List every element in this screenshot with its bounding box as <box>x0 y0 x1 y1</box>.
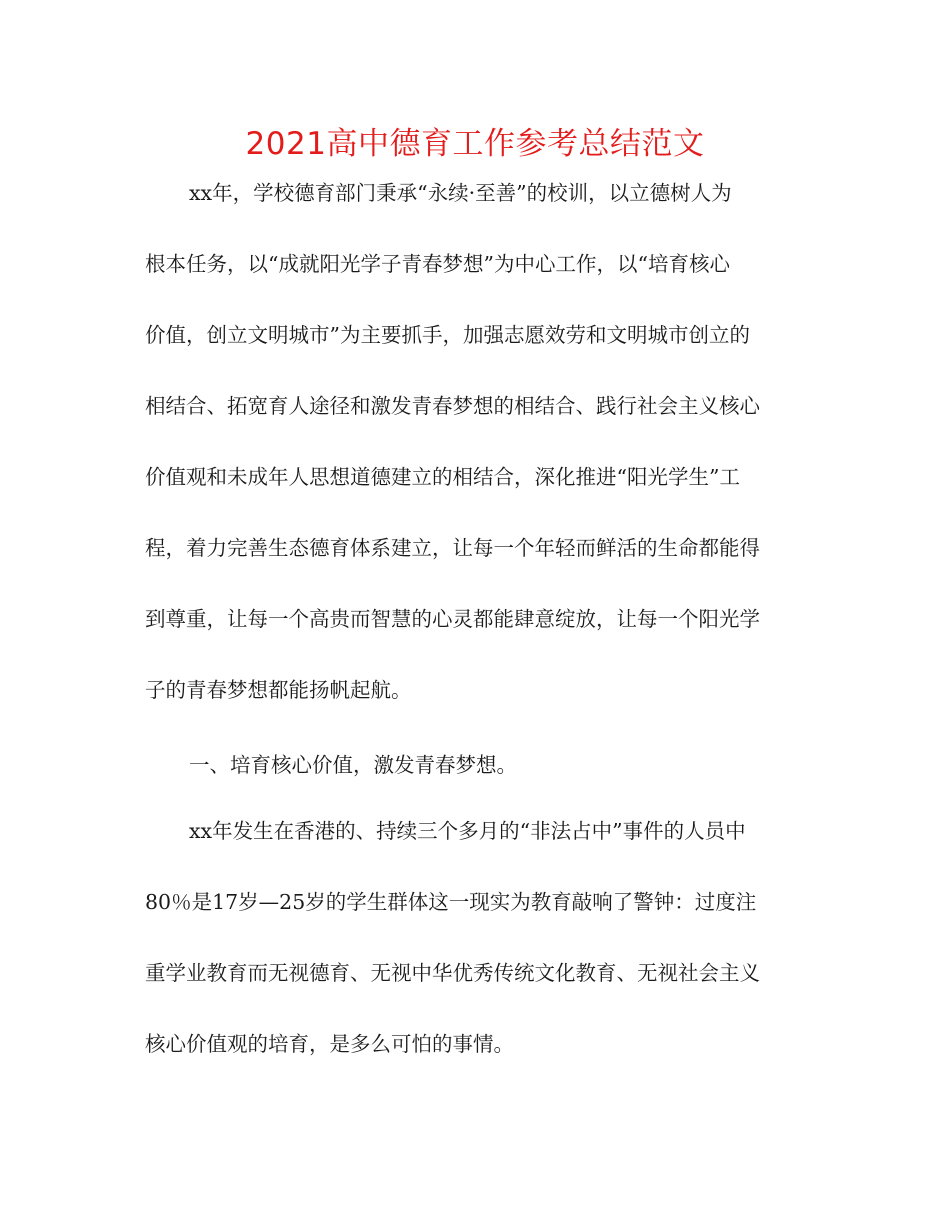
paragraph-body <box>145 796 805 1080</box>
paragraph-line: 80％是17岁—25岁的学生群体这一现实为教育敲响了警钟：过度注 <box>145 890 757 914</box>
paragraph-line: 到尊重，让每一个高贵而智慧的心灵都能肆意绽放，让每一个阳光学 <box>145 607 760 631</box>
paragraph-line: 子的青春梦想都能扬帆起航。 <box>145 678 412 702</box>
section-heading <box>145 730 805 801</box>
paragraph-line: xx年发生在香港的、持续三个多月的“非法占中”事件的人员中 <box>189 819 746 843</box>
document-title: 2021高中德育工作参考总结范文 <box>245 126 705 162</box>
paragraph-line: 价值观和未成年人思想道德建立的相结合，深化推进“阳光学生”工 <box>145 465 740 489</box>
paragraph-intro <box>145 158 805 726</box>
paragraph-line: xx年，学校德育部门秉承“永续·至善”的校训，以立德树人为 <box>189 181 732 205</box>
paragraph-line: 价值，创立文明城市”为主要抓手，加强志愿效劳和文明城市创立的 <box>145 323 750 347</box>
paragraph-line: 程，着力完善生态德育体系建立，让每一个年轻而鲜活的生命都能得 <box>145 536 760 560</box>
paragraph-line: 根本任务，以“成就阳光学子青春梦想”为中心工作，以“培育核心 <box>145 252 730 276</box>
paragraph-line: 重学业教育而无视德育、无视中华优秀传统文化教育、无视社会主义 <box>145 961 760 985</box>
paragraph-line: 核心价值观的培育，是多么可怕的事情。 <box>145 1032 514 1056</box>
heading-line: 一、培育核心价值，激发青春梦想。 <box>189 753 517 777</box>
paragraph-line: 相结合、拓宽育人途径和激发青春梦想的相结合、践行社会主义核心 <box>145 394 760 418</box>
